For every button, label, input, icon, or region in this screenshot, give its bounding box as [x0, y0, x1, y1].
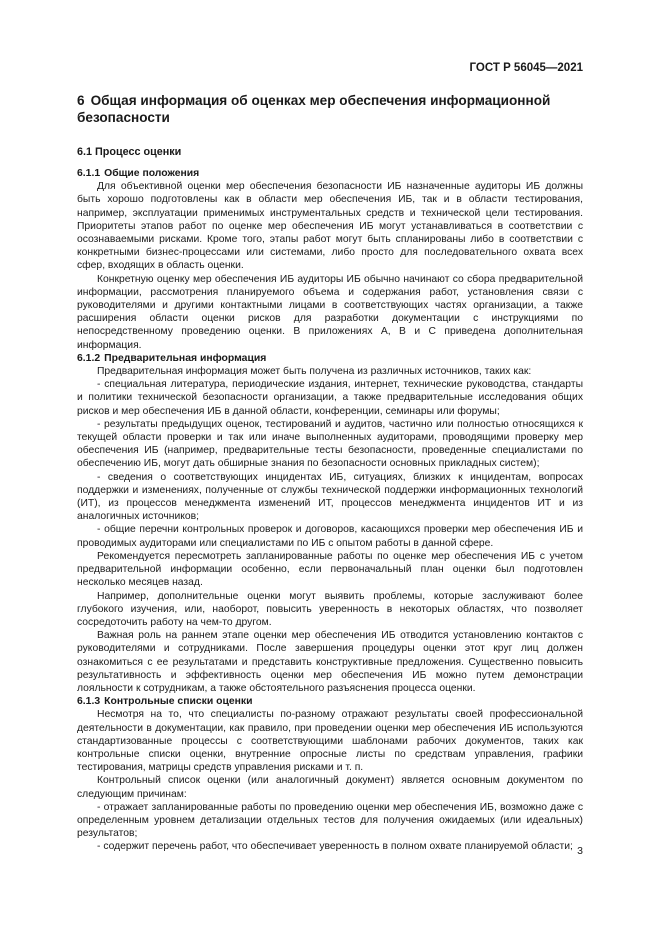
clause-title-text: Контрольные списки оценки [104, 696, 253, 708]
clause-6-1-2 [77, 352, 583, 695]
list-item: - сведения о соответствующих инцидентах ИБ, ситуациях, близких к инцидентам, вопросах поддержки и изменениях, полученные от службы технической поддержки информационных технологий (ИТ), из процессов менеджмента изменений ИТ, процессов менеджмента инцидентов ИТ и из аналогичных источников; [77, 471, 583, 523]
clause-number: 6.1.3 [77, 696, 101, 708]
clause-6-1-3 [77, 695, 583, 853]
section-title-text: Общая информация об оценках мер обеспечения информационной безопасности [77, 93, 551, 125]
clause-title [77, 167, 583, 180]
clause-number: 6.1.2 [77, 352, 101, 364]
list-item: - специальная литература, периодические издания, интернет, технические руководства, стандарты и политики технической безопасности организации, а также предварительные исследования общих рисков и мер обеспечения ИБ в данной области, конференции, семинары или форумы; [77, 379, 583, 417]
paragraph: Рекомендуется пересмотреть запланированные работы по оценке мер обеспечения ИБ с учетом предварительной информации особенно, если первоначальный план оценки был подготовлен несколько месяцев назад. [77, 550, 583, 589]
paragraph: Контрольный список оценки (или аналогичный документ) является основным документом по следующим причинам: [77, 775, 583, 800]
paragraph: Предварительная информация может быть получена из различных источников, таких как: [97, 366, 532, 378]
subsection-title-text: Процесс оценки [95, 146, 182, 158]
section-title [77, 92, 583, 126]
clause-number: 6.1.1 [77, 168, 101, 179]
clause-title-text: Предварительная информация [104, 352, 267, 364]
document-header: ГОСТ Р 56045—2021 [469, 62, 583, 74]
paragraph: Для объективной оценки мер обеспечения безопасности ИБ назначенные аудиторы ИБ должны быть хорошо подготовлены как в области мер обеспечения ИБ, так и в области тестирования, например, эксплуатации применимых инструментальных средств и технической цели тестирования. Приоритеты этапов работ по оценке мер обеспечения ИБ могут устанавливаться в соответствии с осознаваемыми рисками. Кроме того, этапы работ могут быть спланированы либо в соответствии с конкретными бизнес-процессами или системами, либо просто для последовательного охвата всех сфер, входящих в область оценки. [77, 181, 583, 272]
list-item: - содержит перечень работ, что обеспечивает уверенность в полном охвате планируемой области; [97, 841, 573, 853]
clause-6-1-1 [77, 167, 583, 352]
paragraph: Несмотря на то, что специалисты по-разному отражают результаты своей профессиональной деятельности в документации, как правило, при проведении оценки мер обеспечения ИБ используются стандартизованные процессы с соответствующими шаблонами рабочих документов, таких как контрольные списки оценки, внутренние опросные листы по средствам управления, графики тестирования, матрицы средств управления рисками и т. п. [77, 709, 583, 774]
paragraph: Например, дополнительные оценки могут выявить проблемы, которые заслуживают более глубокого изучения, или, наоборот, повысить уверенность в некоторых областях, что позволяет сосредоточить работу на чем-то другом. [77, 590, 583, 628]
list-item: - общие перечни контрольных проверок и договоров, касающихся проверки мер обеспечения ИБ и проводимых аудиторами или специалистами по ИБ с опытом работы в данной сфере. [77, 524, 583, 549]
list-item: - результаты предыдущих оценок, тестирований и аудитов, частично или полностью относящихся к текущей области проверки и так или иначе выполненных аудиторами, проводящими проверку мер обеспечения ИБ (например, предварительные тесты безопасности, проведенные специалистами по обеспечению ИБ, могут дать обширные знания по безопасности основных прикладных систем); [77, 418, 583, 470]
clause-title [77, 352, 583, 365]
clause-title-text: Общие положения [104, 168, 200, 179]
list-item: - отражает запланированные работы по проведению оценки мер обеспечения ИБ, возможно даже с определенным уровнем детализации отдельных тестов для получения ожидаемых (или идеальных) результатов; [77, 801, 583, 840]
subsection-number: 6.1 [77, 146, 93, 158]
subsection-title [77, 146, 583, 159]
paragraph: Конкретную оценку мер обеспечения ИБ аудиторы ИБ обычно начинают со сбора предварительной информации, рассмотрения планируемого объема и содержания работ, установления связи с руководителями и другими контактными лицами в соответствующих частях организации, а также расширения области оценки рисков для разработки документации с инструкциями по непосредственному проведению оценки. В приложениях А, В и С приведена дополнительная информация. [77, 273, 583, 351]
section-number: 6 [77, 93, 85, 108]
clause-title [77, 695, 583, 708]
page-number: 3 [577, 845, 583, 857]
page-content [77, 92, 583, 854]
paragraph: Важная роль на раннем этапе оценки мер обеспечения ИБ отводится установлению контактов с руководителями и сотрудниками. После завершения процедуры оценки этот круг лиц должен ознакомиться с ее результатами и представить конструктивные предложения. Существенно повысить результативность и эффективность оценки мер обеспечения ИБ можно путем демонстрации лояльности к сотрудникам, а также обстоятельного разъяснения процесса оценки. [77, 630, 583, 694]
